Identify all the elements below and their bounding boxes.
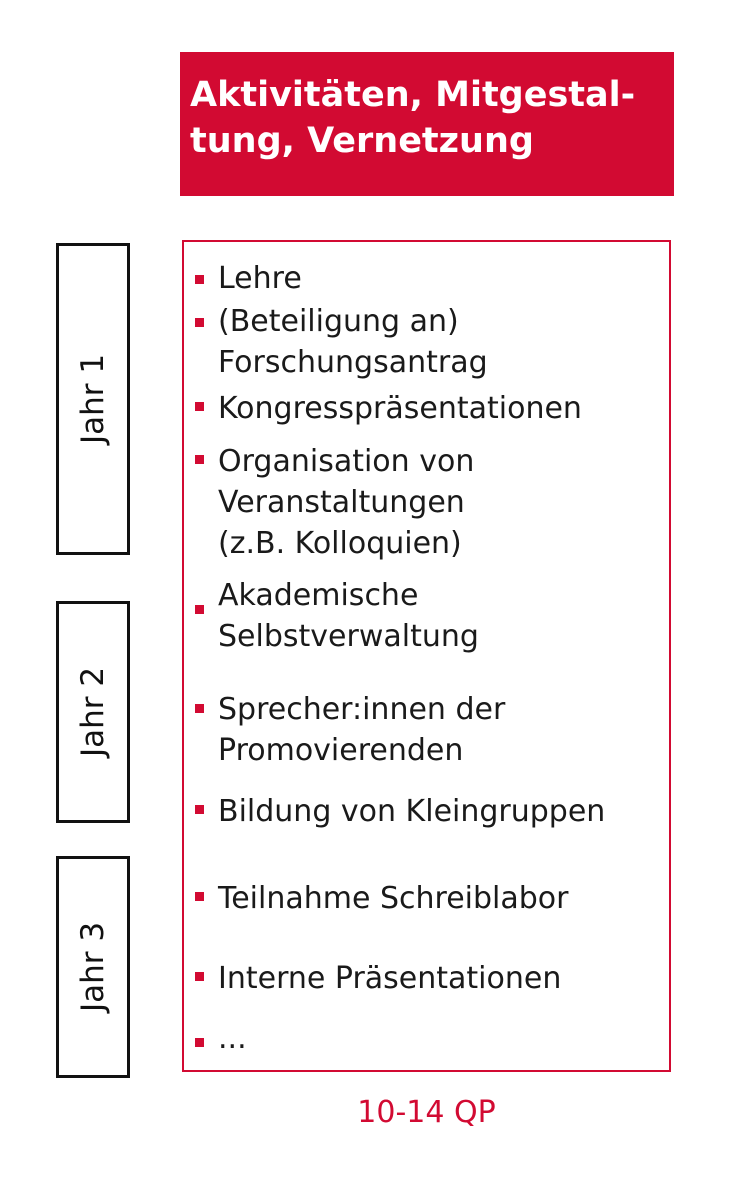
list-item-text: Kongresspräsentationen: [218, 391, 582, 426]
bullet-marker: [195, 892, 204, 901]
bullet-marker: [195, 972, 204, 981]
bullet-marker: [195, 402, 204, 411]
list-item: [218, 258, 302, 299]
year-label-1: Jahr 1: [75, 353, 111, 445]
bullet-marker: [195, 455, 204, 464]
bullet-marker: [195, 704, 204, 713]
list-item-text: Selbstverwaltung: [218, 619, 479, 654]
list-item-text: (z.B. Kolloquien): [218, 526, 462, 561]
credit-points-label: 10-14 QP: [357, 1095, 496, 1130]
year-box-3: [56, 856, 130, 1078]
list-item-text: (Beteiligung an): [218, 304, 459, 339]
bullet-marker: [195, 318, 204, 327]
list-item: [218, 388, 582, 429]
bullet-marker: [195, 1038, 204, 1047]
year-box-2: [56, 601, 130, 823]
header-banner: [180, 52, 674, 196]
list-item: [218, 1018, 247, 1059]
year-label-2: Jahr 2: [75, 666, 111, 758]
list-item: [218, 575, 479, 657]
bullet-marker: [195, 805, 204, 814]
bullet-marker: [195, 605, 204, 614]
list-item-text: Interne Präsentationen: [218, 961, 562, 996]
list-item: [218, 689, 505, 771]
header-title-line-2: tung, Vernetzung: [190, 121, 534, 161]
list-item-text: Lehre: [218, 261, 302, 296]
list-item: [218, 791, 605, 832]
year-label-3: Jahr 3: [75, 921, 111, 1013]
list-item-text: Teilnahme Schreiblabor: [218, 881, 569, 916]
list-item: [218, 958, 561, 999]
list-item: [218, 878, 569, 919]
list-item-text: Akademische: [218, 578, 419, 613]
list-item-text: Veranstaltungen: [218, 485, 465, 520]
header-title-line-1: Aktivitäten, Mitgestal-: [190, 75, 636, 115]
bullet-marker: [195, 275, 204, 284]
list-item-text: Promovierenden: [218, 733, 464, 768]
list-item-text: Bildung von Kleingruppen: [218, 794, 606, 829]
list-item-text: Forschungsantrag: [218, 345, 488, 380]
list-item: [218, 441, 474, 564]
list-item-text: ...: [218, 1021, 247, 1056]
year-box-1: [56, 243, 130, 555]
list-item: [218, 301, 488, 383]
list-item-text: Organisation von: [218, 444, 475, 479]
list-item-text: Sprecher:innen der: [218, 692, 506, 727]
